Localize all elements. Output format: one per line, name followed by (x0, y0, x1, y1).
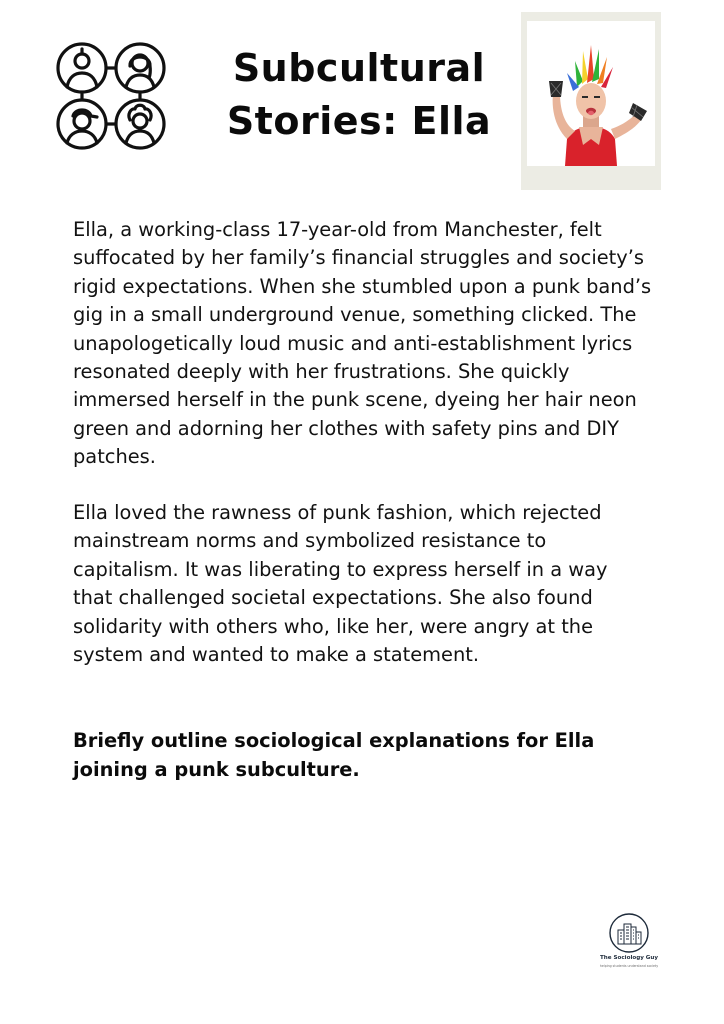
story-paragraph-1: Ella, a working-class 17-year-old from Manchester, felt suffocated by her family’s financial struggles and society’s rigid expectations. When she stumbled upon a punk band’s gig in a small underground venue, something clicked. The unapologetically loud music and anti-establishment lyrics resonated deeply with her frustrations. She quickly immersed herself in the punk scene, dyeing her hair neon green and adorning her clothes with safety pins and DIY patches. (73, 218, 652, 469)
logo-name: The Sociology Guy (599, 955, 659, 961)
question-prompt: Briefly outline sociological explanations for Ella joining a punk subculture. (73, 729, 595, 781)
logo-tagline: helping students understand society (599, 964, 659, 968)
photo-frame (521, 12, 661, 190)
story-paragraph-2: Ella loved the rawness of punk fashion, which rejected mainstream norms and symbolized resistance to capitalism. It was liberating to express herself in a way that challenged societal expectations. She also found solidarity with others who, like her, were angry at the system and wanted to make a statement. (73, 501, 608, 667)
page-title (214, 42, 504, 148)
sociology-guy-logo (596, 912, 662, 976)
city-skyline-logo-icon (608, 912, 650, 954)
four-people-circles-icon (53, 40, 169, 152)
title-line-1: Subcultural (232, 46, 486, 90)
punk-girl-photo (527, 21, 655, 166)
title-line-2: Stories: Ella (226, 99, 492, 143)
